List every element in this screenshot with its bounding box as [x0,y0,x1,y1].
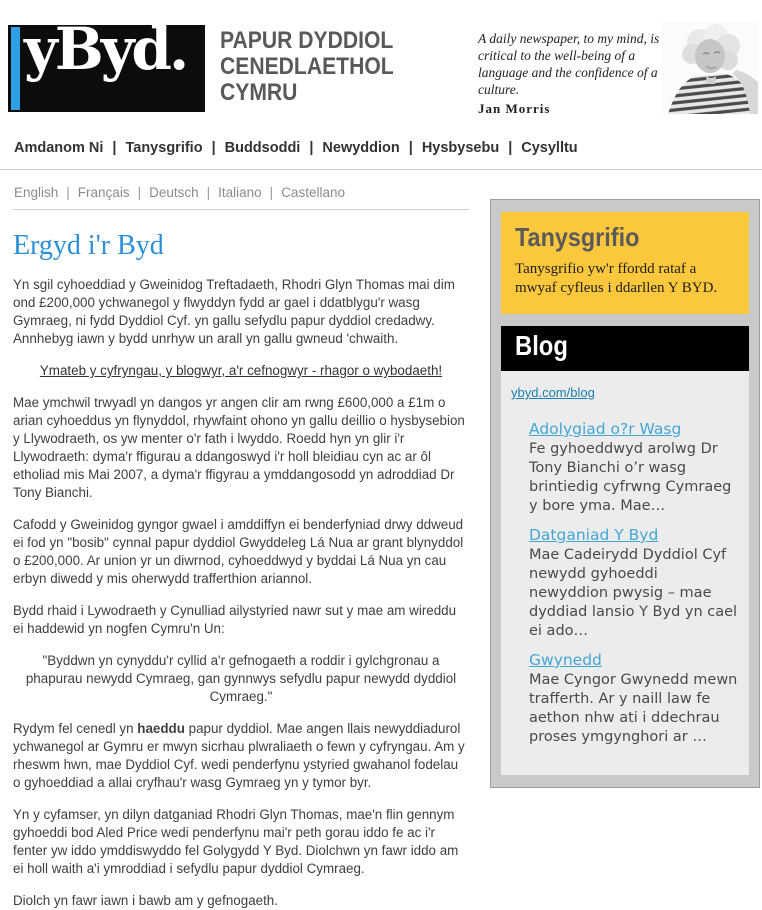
jan-morris-photo [662,22,758,114]
paragraph-text: papur dyddiol. Mae angen llais newyddiadurol ychwanegol ar Gymru er mwyn sicrhau plwraliaeth o fewn y cyfryngau. Am y rheswm hwn, mae Dyddiol Cyf. wedi penderfynu ystyried gwahanol fodelau o gyhoeddiad a allai cryfhau'r wasg Gymraeg yn y tymor byr. [13,721,465,790]
nav-item-hysbysebu[interactable]: Hysbysebu [421,140,500,156]
blog-entry-title [529,420,741,439]
subscribe-text: Tanysgrifio yw'r ffordd rataf a mwyaf cyfleus i ddarllen Y BYD. [515,261,718,296]
site-logo[interactable] [8,15,205,112]
more-info-link[interactable]: Ymateb y cyfryngau, y blogwyr, a'r cefnogwyr - rhagor o wybodaeth! [39,363,443,378]
blog-entry-excerpt: Fe gyhoeddwyd arolwg Dr Tony Bianchi o’r wasg brintiedig cyfrwng Cymraeg y bore yma. Mae… [529,441,732,514]
blog-entry-excerpt: Mae Cadeirydd Dyddiol Cyf newydd gyhoeddi newyddion pwysig – mae dyddiad lansio Y Byd yn cael ei ado… [529,547,738,639]
article-paragraph: Mae ymchwil trwyadl yn dangos yr angen clir am rwng £600,000 a £1m o arian cyhoeddus yn flynyddol, rhywfaint ohono yn gallu deillio o hysbysebion y Llywodraeth, os yw menter o'r fath i lwyddo. Roedd hyn yn glir i'r Llywodraeth: dyma'r ffigurau a ddangoswyd i'r holl bleidiau cyn ac ar ôl etholiad mis Mai 2007, a dyma'r ffigyrau a ymddangosodd yn adroddiad Dr Tony Bianchi. [13,395,465,500]
nav-item-newyddion[interactable]: Newyddion [322,140,400,156]
blog-header [501,326,749,371]
endorsement-quote [478,30,668,117]
more-info-line [13,362,469,380]
lang-separator: | [137,185,142,200]
nav-separator: | [309,140,314,156]
lang-separator: | [66,185,70,200]
blog-entry [529,526,741,641]
nav-item-tanysgrifio[interactable]: Tanysgrifio [125,140,203,156]
article [0,230,470,910]
lang-francais[interactable]: Français [77,185,130,200]
paragraph-text: Rydym fel cenedl yn [13,721,138,736]
blog-entry-title [529,526,741,545]
blog-entry-list [529,420,741,747]
nav-item-amdanom-ni[interactable]: Amdanom Ni [14,140,104,156]
divider [12,209,469,210]
blog-entry-link-gwynedd[interactable]: Gwynedd [529,651,602,669]
tagline-line: PAPUR DYDDIOL [220,27,394,54]
emphasized-word: haeddu [137,721,185,736]
main-nav [0,130,762,170]
lang-english[interactable]: English [14,185,59,200]
article-paragraph: Yn y cyfamser, yn dilyn datganiad Rhodri Glyn Thomas, mae'n flin gennym gyhoeddi bod Aled Price wedi penderfynu mai'r peth gorau iddo fe ac i'r fenter yw iddo ymddiswyddo fel Golygydd Y Byd. Diolchwn yn fawr iddo am ei holl waith a'i ymroddiad i sefydlu papur dyddiol Cymraeg. [13,807,459,876]
logo-accent-stripe [11,27,20,110]
page-title: Ergyd i'r Byd [13,230,164,261]
article-paragraph: Bydd rhaid i Lywodraeth y Cynulliad ailystyried nawr sut y mae am wireddu ei haddewid yn nogfen Cymru'n Un: [13,603,457,636]
blog-entry [529,651,741,747]
nav-separator: | [508,140,513,156]
blog-entry-link-adolygiad[interactable]: Adolygiad o?r Wasg [529,420,682,438]
nav-separator: | [112,140,117,156]
tagline-line: CYMRU [220,79,298,106]
site-tagline [220,28,394,106]
content-area [0,185,762,910]
language-switcher [14,185,470,200]
subscribe-title: Tanysgrifio [515,222,640,252]
site-header [0,0,762,130]
pull-quote: "Byddwn yn cynyddu'r cyllid a'r gefnogaeth a roddir i gylchgronau a phapurau newydd Cymraeg, gan gynnwys sefydlu papur newydd dyddiol Cymraeg." [25,653,457,704]
article-paragraph [13,720,469,792]
lang-separator: | [206,185,211,200]
blog-entry-link-datganiad[interactable]: Datganiad Y Byd [529,526,659,544]
blog-entry [529,420,741,516]
blog-home-link[interactable]: ybyd.com/blog [511,385,595,400]
sidebar [490,199,760,788]
lang-italiano[interactable]: Italiano [218,185,262,200]
tagline-line: CENEDLAETHOL [220,53,394,80]
subscribe-panel [501,212,749,314]
nav-item-buddsoddi[interactable]: Buddsoddi [224,140,301,156]
lang-separator: | [269,185,274,200]
blog-entry-title [529,651,741,670]
blog-title: Blog [515,330,568,361]
nav-separator: | [211,140,216,156]
article-paragraph: Yn sgil cyhoeddiad y Gweinidog Treftadaeth, Rhodri Glyn Thomas mai dim ond £200,000 ychwanegol y flwyddyn fydd ar gael i ddatblygu'r wasg Gymraeg, ni fydd Dyddiol Cyf. yn gallu sefydlu papur dyddiol credadwy. Annhebyg iawn y bydd unrhyw un arall yn gallu gwneud 'chwaith. [13,277,455,346]
lang-castellano[interactable]: Castellano [281,185,345,200]
nav-item-cysylltu[interactable]: Cysylltu [521,140,578,156]
article-paragraph: Diolch yn fawr iawn i bawb am y gefnogaeth. [13,893,278,908]
blog-panel [501,371,749,775]
article-paragraph: Cafodd y Gweinidog gyngor gwael i amddiffyn ei benderfyniad drwy ddweud ei fod yn "bosib" cynnal papur dyddiol Gwyddeleg Lá Nua ar grant blynyddol o £200,000. Ar union yr un diwrnod, cyhoeddwyd y byddai Lá Nua yn cau erbyn diwedd y mis oherwydd trafferthion ariannol. [13,517,464,586]
blog-home-line [511,385,741,400]
blog-entry-excerpt: Mae Cyngor Gwynedd mewn trafferth. Ar y naill law fe aethon nhw ati i ddechrau proses ymgynghori ar … [529,672,738,745]
logo-wordmark: yByd. [24,15,187,83]
quote-text: A daily newspaper, to my mind, is critical to the well-being of a language and the confidence of a culture. [478,31,660,97]
quote-author: Jan Morris [478,101,551,116]
nav-separator: | [408,140,413,156]
lang-deutsch[interactable]: Deutsch [149,185,199,200]
main-column [0,185,470,910]
